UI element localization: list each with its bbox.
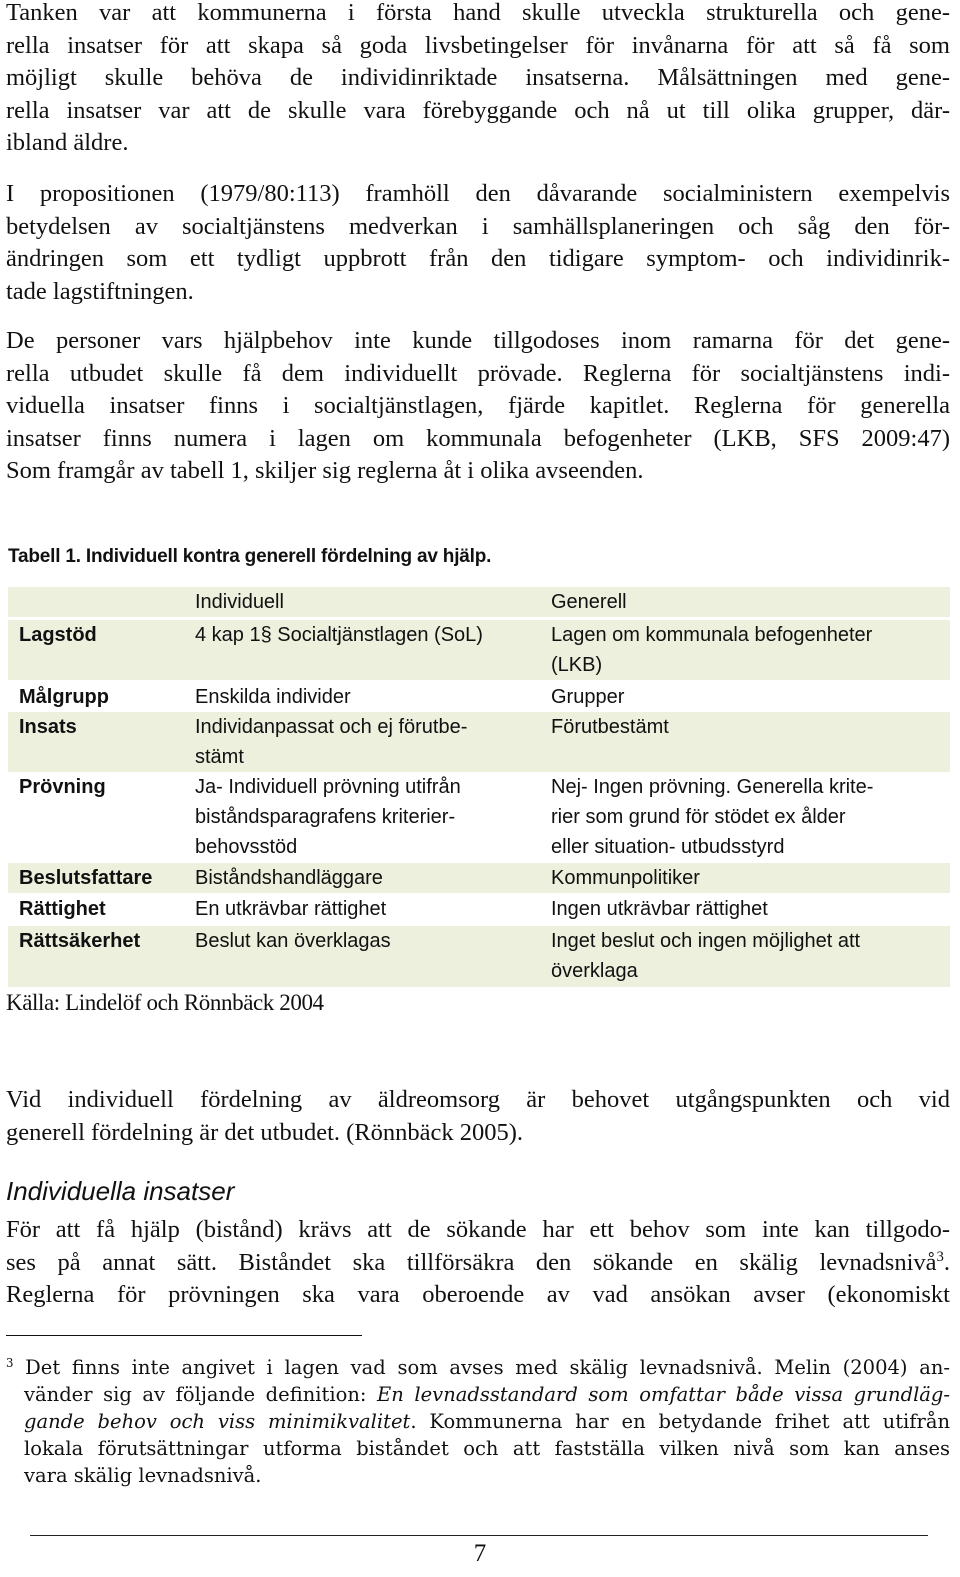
text-segment: . Kommunerna har en betydande frihet att utifrån (410, 1410, 950, 1433)
text-line: möjligt skulle behöva de individinriktade insatserna. Målsättningen med gene- (6, 64, 950, 91)
text-line: tade lagstiftningen. (6, 277, 194, 305)
cell-line: 4 kap 1§ Socialtjänstlagen (SoL) (195, 624, 483, 646)
cell-generell (551, 863, 941, 893)
cell-individuell (195, 772, 535, 862)
footnote-line (6, 1408, 950, 1435)
cell-line: Ingen utkrävbar rättighet (551, 898, 768, 920)
footnote-line (6, 1381, 950, 1408)
cell-generell (551, 712, 941, 742)
paragraph-3 (6, 325, 950, 488)
table-row-insats (8, 712, 950, 772)
table-caption: Tabell 1. Individuell kontra generell fördelning av hjälp. (8, 546, 492, 567)
definition-text: En levnadsstandard som omfattar både vissa grundläg- (377, 1383, 951, 1406)
cell-generell (551, 894, 941, 924)
text-line: Reglerna för prövningen ska vara oberoende av vad ansökan avser (ekonomiskt (6, 1281, 950, 1308)
paragraph-2 (6, 178, 950, 308)
text-line: Som framgår av tabell 1, skiljer sig reglerna åt i olika avseenden. (6, 457, 644, 484)
row-label: Lagstöd (19, 624, 97, 646)
row-label: Rättsäkerhet (19, 930, 141, 952)
table-row-lagstod (8, 620, 950, 680)
cell-individuell (195, 682, 535, 712)
text-line: Tanken var att kommunerna i första hand skulle utveckla strukturella och gene- (6, 0, 950, 26)
header-cell-generell: Generell (551, 591, 627, 613)
footnote-line (6, 1354, 950, 1381)
cell-line: Individanpassat och ej förutbe- (195, 716, 468, 738)
cell-generell (551, 620, 941, 680)
cell-generell (551, 926, 941, 986)
cell-line: Nej- Ingen prövning. Generella krite- (551, 776, 874, 798)
header-cell-individuell: Individuell (195, 591, 284, 613)
cell-line: Förutbestämt (551, 716, 669, 738)
row-label: Beslutsfattare (19, 867, 153, 889)
comparison-table (8, 587, 950, 987)
text-line: betydelsen av socialtjänstens medverkan i samhällsplaneringen och såg den för- (6, 212, 950, 240)
text-line: rella insatser var att de skulle vara förebyggande och nå ut till olika grupper, där- (6, 96, 950, 124)
row-label: Prövning (19, 776, 106, 798)
table-row-provning (8, 772, 950, 863)
cell-line: stämt (195, 746, 244, 768)
footnote-reference[interactable]: 3 (936, 1248, 944, 1265)
cell-line: Kommunpolitiker (551, 867, 700, 889)
footnote-line: lokala förutsättningar utforma biståndet och att fastställa vilken nivå som kan anses (24, 1437, 950, 1460)
row-label: Målgrupp (19, 686, 109, 708)
cell-line: Beslut kan överklagas (195, 930, 391, 952)
text-segment: vänder sig av följande definition: (24, 1383, 378, 1406)
text-line: I propositionen (1979/80:113) framhöll den dåvarande socialministern exempelvis (6, 180, 950, 207)
cell-line: Ja- Individuell prövning utifrån (195, 776, 461, 798)
text-line: ändringen som ett tydligt uppbrott från den tidigare symptom- och individinrik- (6, 245, 950, 272)
cell-line: biståndsparagrafens kriterier- (195, 806, 456, 828)
text-line: viduella insatser finns i socialtjänstlagen, fjärde kapitlet. Reglerna för generella (6, 392, 950, 419)
table-row-beslutsfattare (8, 863, 950, 893)
cell-line: överklaga (551, 960, 638, 982)
text-line: Vid individuell fördelning av äldreomsorg är behovet utgångspunkten och vid (6, 1086, 950, 1113)
table-header-row (8, 587, 950, 617)
text-line: generell fördelning är det utbudet. (Rönnbäck 2005). (6, 1118, 524, 1146)
cell-line: En utkrävbar rättighet (195, 898, 387, 920)
cell-line: Grupper (551, 686, 625, 708)
table-row-rattighet (8, 894, 950, 926)
text-segment: ses på annat sätt. Biståndet ska tillförsäkra den sökande en skälig levnadsnivå (6, 1248, 937, 1276)
text-line: rella insatser för att skapa så goda livsbetingelser för invånarna för att så få som (6, 31, 950, 59)
cell-line: (LKB) (551, 654, 603, 676)
text-segment: Det finns inte angivet i lagen vad som avses med skälig levnadsnivå. Melin (2004) an- (25, 1356, 950, 1379)
paragraph-5 (6, 1214, 950, 1312)
cell-individuell (195, 712, 535, 772)
cell-line: Biståndshandläggare (195, 867, 383, 889)
text-line: rella utbudet skulle få dem individuellt prövade. Reglerna för socialtjänstens indi- (6, 359, 950, 387)
paragraph-4 (6, 1084, 950, 1149)
section-heading: Individuella insatser (6, 1176, 235, 1206)
cell-line: eller situation- utbudsstyrd (551, 836, 785, 858)
footnote-line: vara skälig levnadsnivå. (24, 1464, 262, 1487)
footnote (6, 1354, 950, 1489)
cell-individuell (195, 620, 535, 650)
cell-line: Inget beslut och ingen möjlighet att (551, 930, 861, 952)
text-line: För att få hjälp (bistånd) krävs att de sökande har ett behov som inte kan tillgodo- (6, 1216, 950, 1243)
cell-line: Enskilda individer (195, 686, 351, 708)
footnote-separator (6, 1335, 362, 1336)
text-line: ibland äldre. (6, 129, 129, 156)
table-row-malgrupp (8, 682, 950, 712)
paragraph-1 (6, 0, 950, 160)
table-row-rattsakerhet (8, 926, 950, 987)
cell-line: behovsstöd (195, 836, 298, 858)
cell-individuell (195, 894, 535, 924)
cell-individuell (195, 926, 535, 956)
page-number: 7 (473, 1540, 487, 1567)
table-source: Källa: Lindelöf och Rönnbäck 2004 (6, 990, 324, 1015)
page-footer-rule (30, 1535, 928, 1536)
cell-line: Lagen om kommunala befogenheter (551, 624, 873, 646)
footnote-number: 3 (6, 1355, 14, 1370)
cell-individuell (195, 863, 535, 893)
row-label: Rättighet (19, 898, 106, 920)
cell-line: rier som grund för stödet ex ålder (551, 806, 846, 828)
text-line: ses på annat sätt. Biståndet ska tillförsäkra den sökande en skälig levnadsnivå$^3$. (6, 1248, 950, 1276)
definition-text: gande behov och viss minimikvalitet (24, 1410, 411, 1433)
text-line: De personer vars hjälpbehov inte kunde tillgodoses inom ramarna för det gene- (6, 327, 950, 354)
text-line: insatser finns numera i lagen om kommunala befogenheter (LKB, SFS 2009:47) (6, 424, 950, 452)
row-label: Insats (19, 716, 77, 738)
cell-generell (551, 682, 941, 712)
cell-generell (551, 772, 941, 862)
